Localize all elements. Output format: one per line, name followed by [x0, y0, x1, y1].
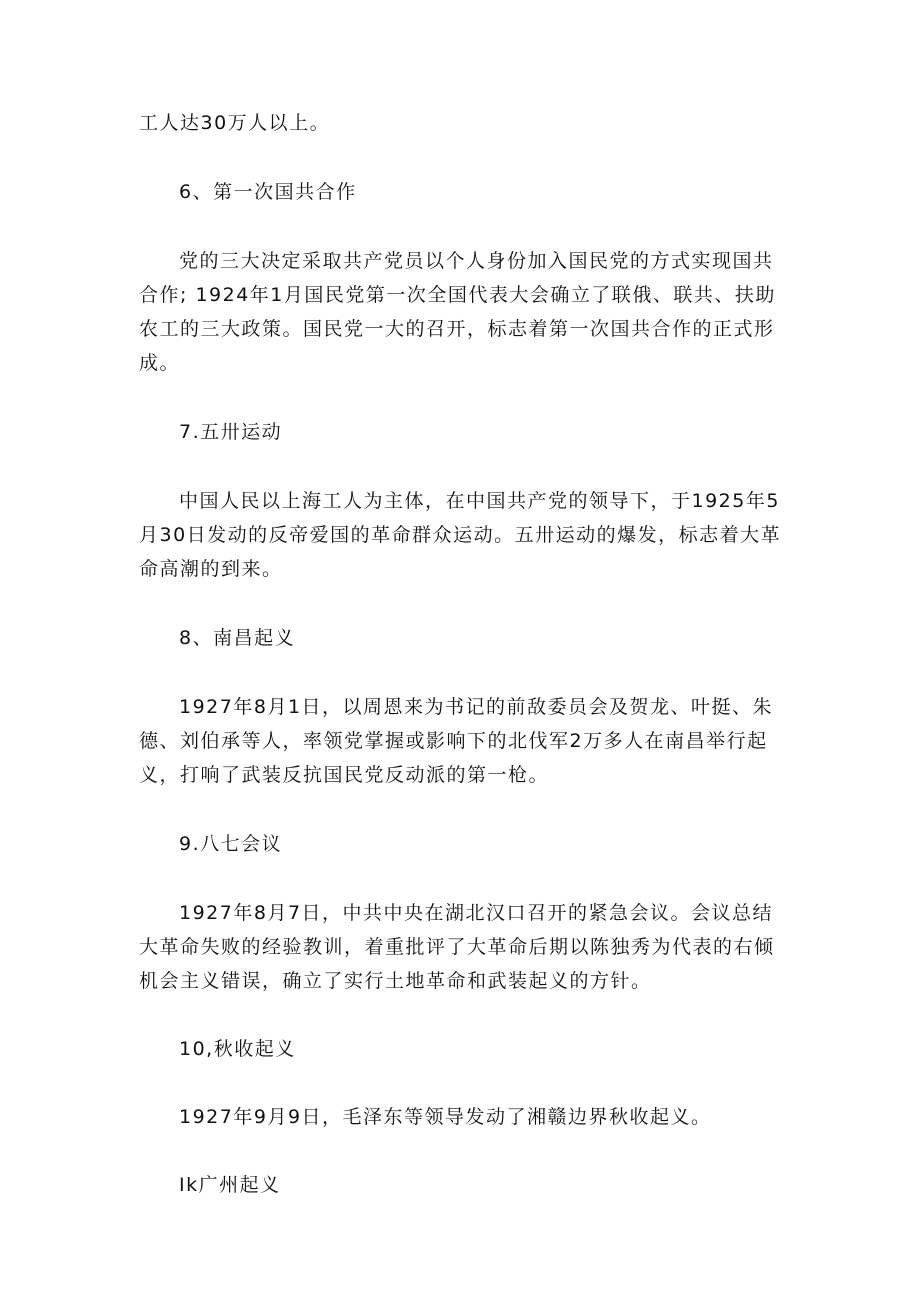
section-paragraph-7: 中国人民以上海工人为主体，在中国共产党的领导下，于1925年5月30日发动的反帝爱国的革命群众运动。五卅运动的爆发，标志着大革命高潮的到来。 — [139, 490, 782, 580]
section-paragraph-8: 1927年8月1日，以周恩来为书记的前敌委员会及贺龙、叶挺、朱德、刘伯承等人，率领党掌握或影响下的北伐军2万多人在南昌举行起义，打响了武装反抗国民党反动派的第一枪。 — [139, 696, 774, 786]
section-heading-7: 7.五卅运动 — [179, 421, 283, 443]
section-paragraph-6: 党的三大决定采取共产党员以个人身份加入国民党的方式实现国共合作; 1924年1月国民党第一次全国代表大会确立了联俄、联共、扶助农工的三大政策。国民党一大的召开，标志着第一次国共合作的正式形成。 — [139, 250, 776, 374]
continuation-text: 工人达30万人以上。 — [139, 112, 331, 134]
section-paragraph-9: 1927年8月7日，中共中央在湖北汉口召开的紧急会议。会议总结大革命失败的经验教训，着重批评了大革命后期以陈独秀为代表的右倾机会主义错误，确立了实行土地革命和武装起义的方针。 — [139, 902, 775, 992]
section-heading-11: Ik广州起义 — [179, 1174, 281, 1196]
section-paragraph-10: 1927年9月9日，毛泽东等领导发动了湘赣边界秋收起义。 — [179, 1106, 712, 1128]
section-heading-10: 10,秋收起义 — [179, 1038, 296, 1060]
section-heading-6: 6、第一次国共合作 — [179, 181, 357, 203]
section-heading-9: 9.八七会议 — [179, 833, 283, 855]
section-heading-8: 8、南昌起义 — [179, 627, 296, 649]
document-body — [139, 106, 787, 1202]
